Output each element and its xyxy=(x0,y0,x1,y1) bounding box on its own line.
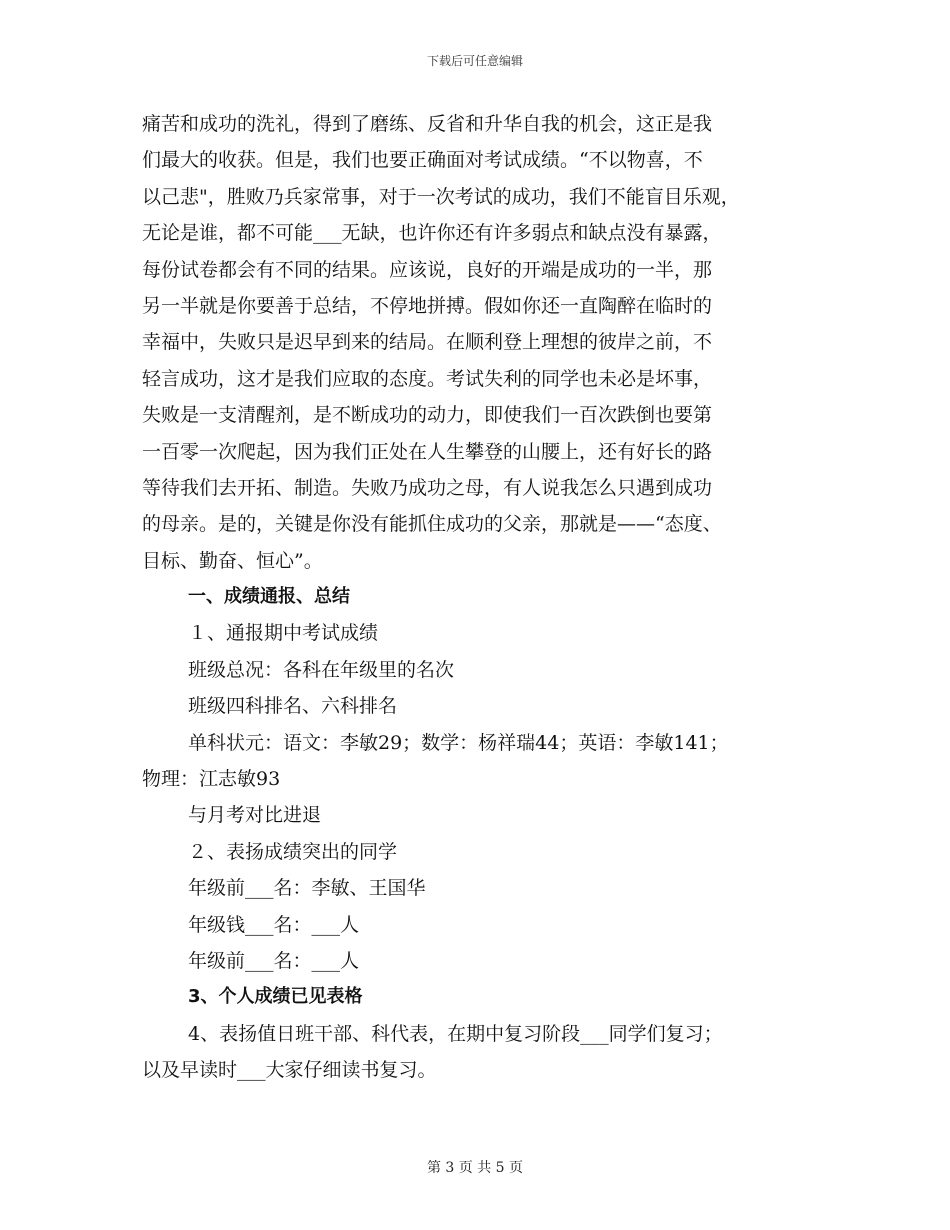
rank-line-c: 年级前___名：___人 xyxy=(188,949,360,972)
paragraph-line: 以己悲"，胜败乃兵家常事，对于一次考试的成功，我们不能盲目乐观， xyxy=(142,185,740,208)
paragraph-line: 每份试卷都会有不同的结果。应该说，良好的开端是成功的一半，那 xyxy=(142,258,713,281)
paragraph-line: 的母亲。是的，关键是你没有能抓住成功的父亲，那就是——“态度、 xyxy=(142,513,722,536)
item-3-heading: 3、个人成绩已见表格 xyxy=(188,986,363,1008)
rank-line-a: 年级前___名：李敏、王国华 xyxy=(188,877,426,900)
paragraph-line: 痛苦和成功的洗礼，得到了磨练、反省和升华自我的机会，这正是我 xyxy=(142,113,713,135)
item-2-heading: ２、表扬成绩突出的同学 xyxy=(188,840,398,863)
class-rank-line: 班级四科排名、六科排名 xyxy=(188,695,398,718)
class-overview-line: 班级总况：各科在年级里的名次 xyxy=(188,658,455,681)
paragraph-line: 一百零一次爬起，因为我们正处在人生攀登的山腰上，还有好长的路 xyxy=(142,440,713,463)
paragraph-line: 轻言成功，这才是我们应取的态度。考试失利的同学也未必是坏事， xyxy=(142,367,713,390)
paragraph-line: 们最大的收获。但是，我们也要正确面对考试成绩。“不以物喜，不 xyxy=(142,149,703,172)
compare-line: 与月考对比进退 xyxy=(188,804,322,827)
top-single-subject-line: 单科状元：语文：李敏29；数学：杨祥瑞44；英语：李敏141； xyxy=(188,731,729,754)
page-header-note: 下载后可任意编辑 xyxy=(426,54,523,68)
rank-line-b: 年级钱___名：___人 xyxy=(188,913,360,936)
paragraph-line: 幸福中，失败只是迟早到来的结局。在顺利登上理想的彼岸之前，不 xyxy=(142,331,713,354)
section-heading: 一、成绩通报、总结 xyxy=(188,586,350,608)
document-body xyxy=(142,106,822,1089)
page-number: 第 3 页 共 5 页 xyxy=(426,1160,524,1176)
item-4-line: 4、表扬值日班干部、科代表，在期中复习阶段___同学们复习； xyxy=(188,1022,723,1045)
paragraph-line: 目标、勤奋、恒心”。 xyxy=(142,549,323,572)
intro-paragraph xyxy=(142,106,822,579)
paragraph-line: 无论是谁，都不可能___无缺，也许你还有许多弱点和缺点没有暴露， xyxy=(142,222,722,245)
item-4-line-cont: 以及早读时___大家仔细读书复习。 xyxy=(142,1059,437,1082)
paragraph-line: 另一半就是你要善于总结，不停地拼搏。假如你还一直陶醉在临时的 xyxy=(142,294,713,317)
top-single-subject-line-cont: 物理：江志敏93 xyxy=(142,768,281,791)
paragraph-line: 失败是一支清醒剂，是不断成功的动力，即使我们一百次跌倒也要第 xyxy=(142,404,713,427)
item-1-heading: １、通报期中考试成绩 xyxy=(188,622,379,645)
paragraph-line: 等待我们去开拓、制造。失败乃成功之母，有人说我怎么只遇到成功 xyxy=(142,476,713,499)
